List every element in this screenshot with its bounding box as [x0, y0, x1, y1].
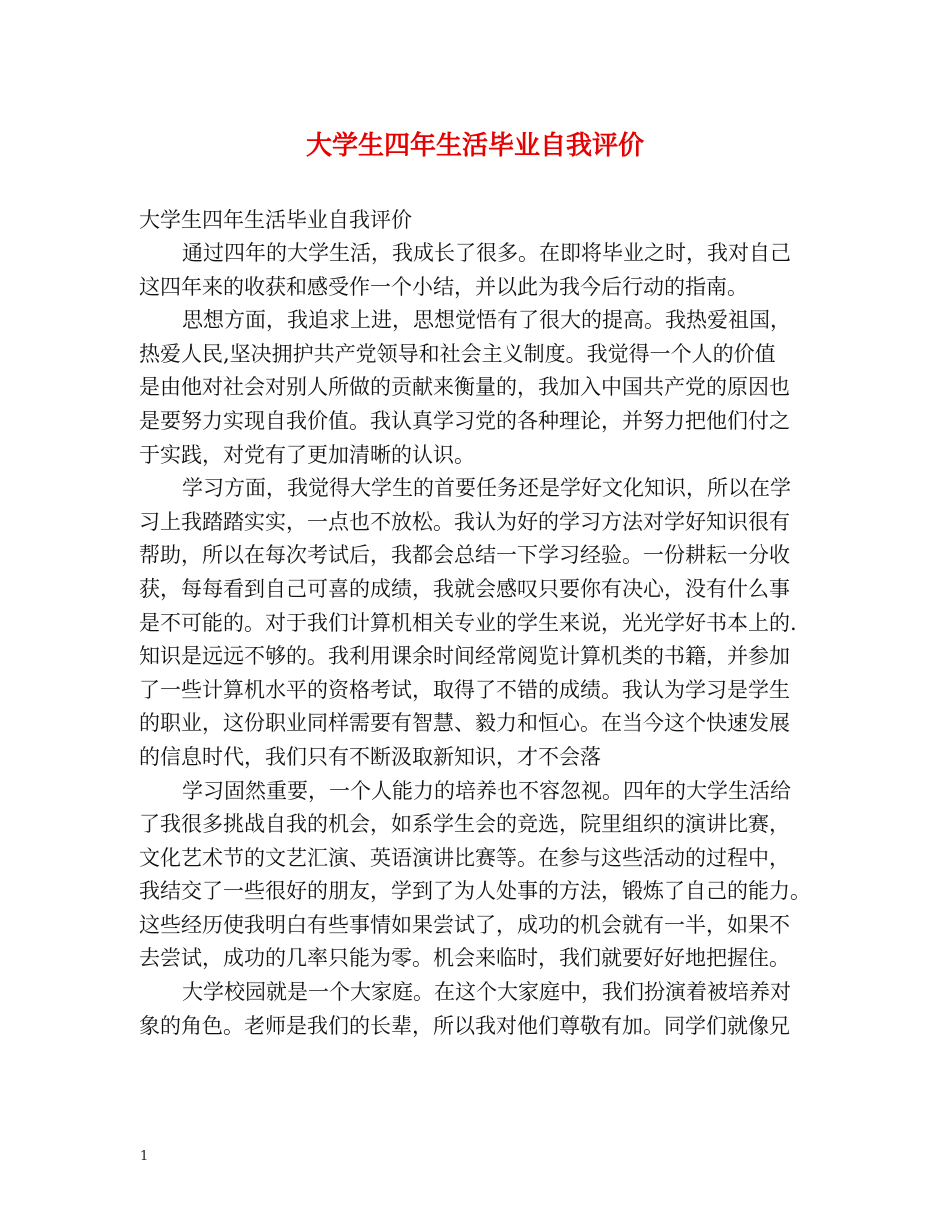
- text-line: 是不可能的。对于我们计算机相关专业的学生来说，光光学好书本上的.: [139, 610, 797, 635]
- text-line: 学习固然重要，一个人能力的培养也不容忽视。四年的大学生活给: [182, 778, 791, 803]
- text-line: 于实践，对党有了更加清晰的认识。: [139, 442, 475, 467]
- text-line: 获，每每看到自己可喜的成绩，我就会感叹只要你有决心，没有什么事: [139, 576, 790, 601]
- paragraph: [139, 304, 819, 472]
- text-line: 热爱人民,坚决拥护共产党领导和社会主义制度。我觉得一个人的价值: [139, 341, 776, 366]
- text-line: 的职业，这份职业同样需要有智慧、毅力和恒心。在当今这个快速发展: [139, 711, 790, 736]
- text-line: 我结交了一些很好的朋友，学到了为人处事的方法，锻炼了自己的能力。: [139, 879, 811, 904]
- document-body: [139, 204, 819, 1043]
- text-line: 知识是远远不够的。我利用课余时间经常阅览计算机类的书籍，并参加: [139, 644, 790, 669]
- text-line: 习上我踏踏实实，一点也不放松。我认为好的学习方法对学好知识很有: [139, 509, 790, 534]
- text-line: 文化艺术节的文艺汇演、英语演讲比赛等。在参与这些活动的过程中，: [139, 845, 790, 870]
- document-heading: 大学生四年生活毕业自我评价: [139, 208, 412, 232]
- text-line: 学习方面，我觉得大学生的首要任务还是学好文化知识，所以在学: [182, 476, 791, 501]
- paragraph: [139, 472, 819, 774]
- text-line: 了一些计算机水平的资格考试，取得了不错的成绩。我认为学习是学生: [139, 677, 790, 702]
- text-line: 这些经历使我明白有些事情如果尝试了，成功的机会就有一半，如果不: [139, 912, 790, 937]
- text-line: 思想方面，我追求上进，思想觉悟有了很大的提高。我热爱祖国，: [182, 308, 791, 333]
- text-line: 这四年来的收获和感受作一个小结，并以此为我今后行动的指南。: [139, 274, 748, 299]
- text-line: 的信息时代，我们只有不断汲取新知识，才不会落: [139, 744, 601, 769]
- paragraph: [139, 237, 819, 304]
- text-line: 通过四年的大学生活，我成长了很多。在即将毕业之时，我对自己: [182, 241, 791, 265]
- page-number: 1: [140, 1149, 149, 1164]
- paragraph: [139, 976, 819, 1043]
- text-line: 大学校园就是一个大家庭。在这个大家庭中，我们扮演着被培养对: [182, 980, 791, 1005]
- text-line: 是由他对社会对别人所做的贡献来衡量的，我加入中国共产党的原因也: [139, 375, 790, 400]
- paragraph: [139, 775, 819, 977]
- text-line: 去尝试，成功的几率只能为零。机会来临时，我们就要好好地把握住。: [139, 946, 790, 971]
- text-line: 了我很多挑战自我的机会，如系学生会的竞选，院里组织的演讲比赛，: [139, 812, 790, 837]
- text-line: 象的角色。老师是我们的长辈，所以我对他们尊敬有加。同学们就像兄: [139, 1013, 790, 1038]
- document-title: 大学生四年生活毕业自我评价: [305, 131, 644, 161]
- text-line: 帮助，所以在每次考试后，我都会总结一下学习经验。一份耕耘一分收: [139, 543, 790, 568]
- text-line: 是要努力实现自我价值。我认真学习党的各种理论，并努力把他们付之: [139, 408, 790, 433]
